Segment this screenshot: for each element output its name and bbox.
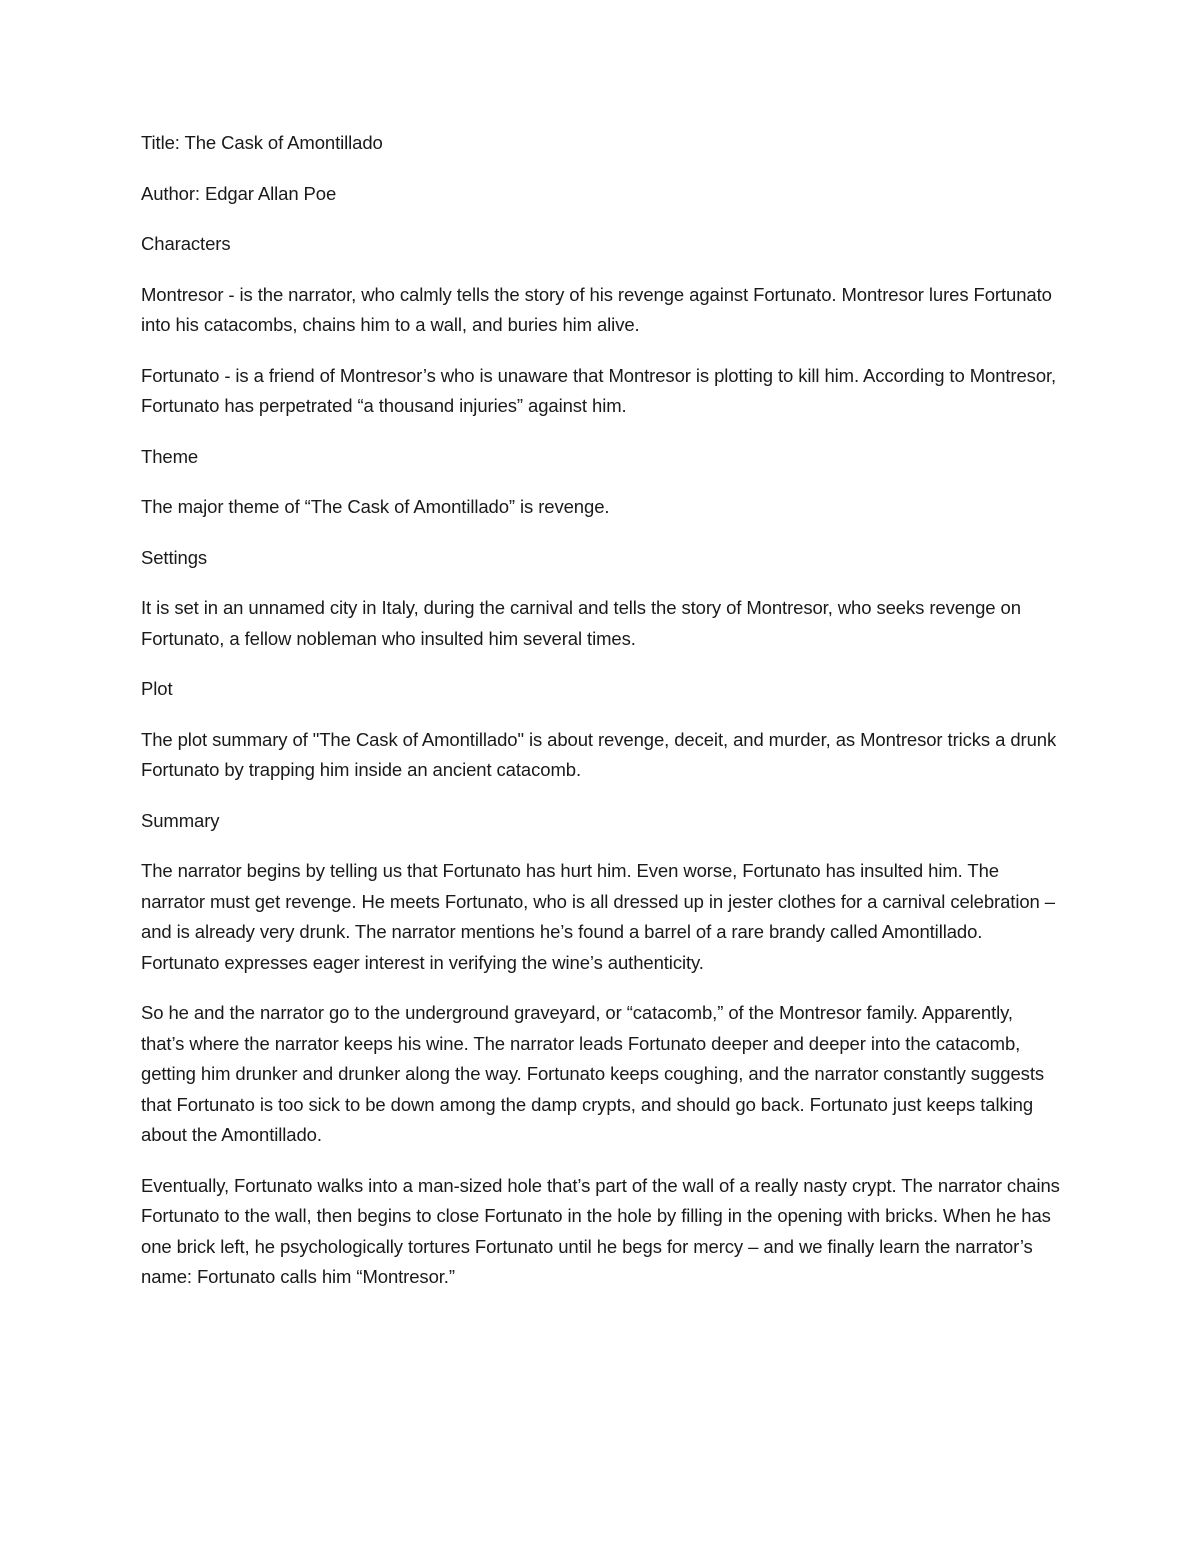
summary-paragraph-3: Eventually, Fortunato walks into a man-sized hole that’s part of the wall of a really nasty crypt. The narrator chains Fortunato to the wall, then begins to close Fortunato in the hole by filling in the opening with bricks. When he has one brick left, he psychologically tortures Fortunato until he begs for mercy – and we finally learn the narrator’s name: Fortunato calls him “Montresor.” [141, 1174, 1060, 1287]
settings-heading: Settings [141, 546, 208, 568]
settings-paragraph: It is set in an unnamed city in Italy, during the carnival and tells the story of Montresor, who seeks revenge on Fortunato, a fellow nobleman who insulted him several times. [141, 597, 1021, 649]
characters-heading: Characters [141, 233, 231, 254]
character-montresor-paragraph: Montresor - is the narrator, who calmly tells the story of his revenge against Fortunato. Montresor lures Fortunato into his catacombs, chains him to a wall, and buries him alive. [141, 283, 1052, 335]
character-fortunato-paragraph: Fortunato - is a friend of Montresor’s who is unaware that Montresor is plotting to kill him. According to Montresor, Fortunato has perpetrated “a thousand injuries” against him. [141, 364, 1057, 416]
plot-heading: Plot [141, 678, 173, 699]
document-page [141, 128, 1061, 1313]
summary-paragraph-1: The narrator begins by telling us that Fortunato has hurt him. Even worse, Fortunato has insulted him. The narrator must get revenge. He meets Fortunato, who is all dressed up in jester clothes for a carnival celebration – and is already very drunk. The narrator mentions he’s found a barrel of a rare brandy called Amontillado. Fortunato expresses eager interest in verifying the wine’s authenticity. [141, 860, 1055, 973]
summary-paragraph-2: So he and the narrator go to the underground graveyard, or “catacomb,” of the Montresor family. Apparently, that’s where the narrator keeps his wine. The narrator leads Fortunato deeper and deeper into the catacomb, getting him drunker and drunker along the way. Fortunato keeps coughing, and the narrator constantly suggests that Fortunato is too sick to be down among the damp crypts, and should go back. Fortunato just keeps talking about the Amontillado. [141, 1002, 1045, 1145]
theme-heading: Theme [141, 445, 199, 467]
title-line: Title: The Cask of Amontillado [141, 132, 383, 153]
author-line: Author: Edgar Allan Poe [141, 182, 337, 204]
theme-paragraph: The major theme of “The Cask of Amontillado” is revenge. [141, 496, 610, 517]
summary-heading: Summary [141, 809, 220, 831]
plot-paragraph: The plot summary of "The Cask of Amontillado" is about revenge, deceit, and murder, as Montresor tricks a drunk Fortunato by trapping him inside an ancient catacomb. [141, 728, 1057, 780]
